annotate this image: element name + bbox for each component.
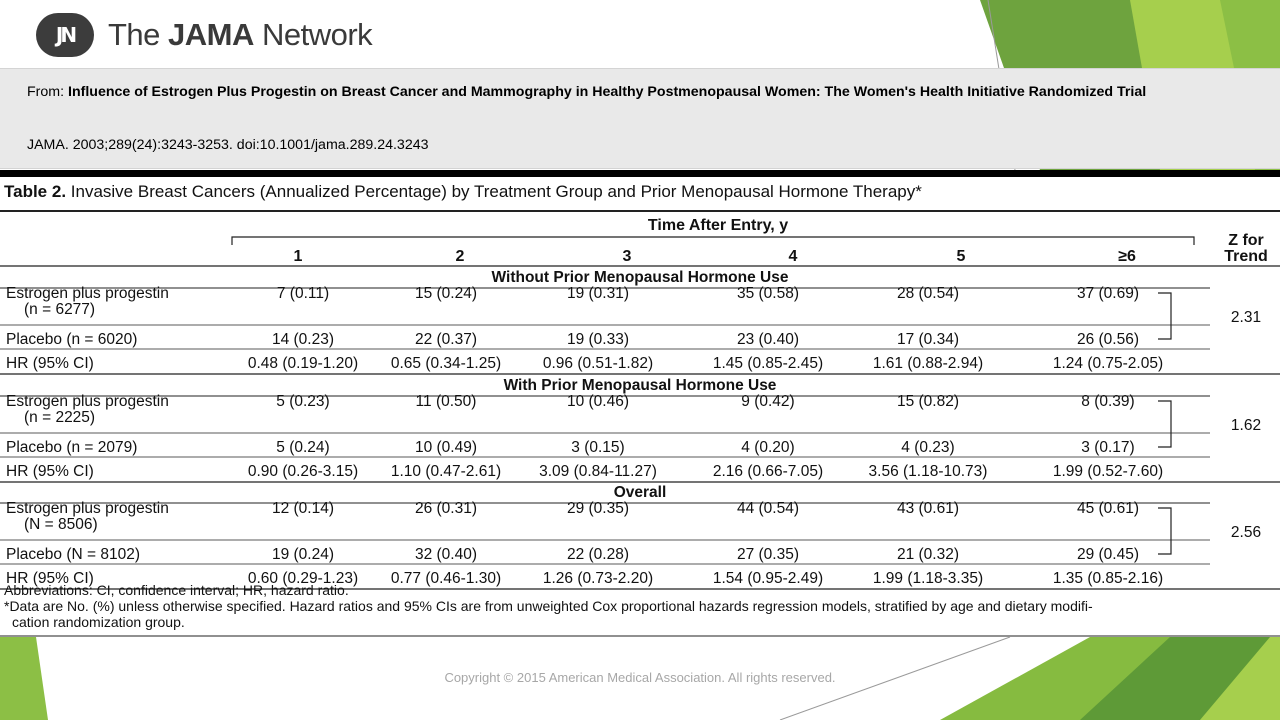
citation-title-block (27, 82, 1252, 102)
cell-2-1-3: 10 (0.46) (566, 393, 630, 410)
cell-1-1-6: 37 (0.69) (1076, 285, 1140, 302)
cell-1-2-6: 26 (0.56) (1076, 331, 1140, 348)
cell-2-2-6: 3 (0.17) (1081, 439, 1135, 456)
cell-1-1-3: 19 (0.31) (566, 285, 630, 302)
cell-1-1-2: 15 (0.24) (414, 285, 478, 302)
z-value-1: 2.31 (1230, 309, 1262, 326)
cell-2-2-4: 4 (0.20) (741, 439, 795, 456)
cell-3-1-3: 29 (0.35) (566, 500, 630, 517)
cell-1-1-1: 7 (0.11) (276, 285, 330, 302)
column-header-1: 1 (293, 248, 303, 265)
table-top-bar (0, 170, 1280, 177)
section-title-1: Without Prior Menopausal Hormone Use (491, 269, 789, 286)
spanner-bracket (232, 237, 1194, 245)
jn-logo-mark: JN (36, 13, 94, 57)
footnote-data-line1: *Data are No. (%) unless otherwise specified. Hazard ratios and 95% CIs are from unweighted Cox proportional hazards regression models, stratified by age and dietary modifi- (4, 598, 1093, 614)
cell-3-1-6: 45 (0.61) (1076, 500, 1140, 517)
row-label-3-2: Placebo (N = 8102) (6, 546, 140, 563)
z-trend-header-line1: Z for (1228, 232, 1264, 249)
from-label: From: (27, 84, 65, 100)
cell-1-1-5: 28 (0.54) (896, 285, 960, 302)
row-label-2-1-line1: Estrogen plus progestin (6, 393, 169, 410)
z-bracket-3 (1158, 508, 1171, 554)
cell-1-3-6: 1.24 (0.75-2.05) (1052, 355, 1164, 372)
cell-1-2-1: 14 (0.23) (271, 331, 335, 348)
footnote-abbreviations: Abbreviations: CI, confidence interval; HR, hazard ratio. (4, 582, 349, 598)
cell-1-3-2: 0.65 (0.34-1.25) (390, 355, 502, 372)
cell-3-1-2: 26 (0.31) (414, 500, 478, 517)
cell-3-1-4: 44 (0.54) (736, 500, 800, 517)
cell-3-3-4: 1.54 (0.95-2.49) (712, 570, 824, 587)
column-header-5: 5 (956, 248, 966, 265)
results-table (0, 177, 1280, 637)
cell-3-2-4: 27 (0.35) (736, 546, 800, 563)
section-title-2: With Prior Menopausal Hormone Use (503, 377, 777, 394)
row-label-3-1-line1: Estrogen plus progestin (6, 500, 169, 517)
column-header-2: 2 (455, 248, 465, 265)
cell-1-2-5: 17 (0.34) (896, 331, 960, 348)
cell-2-1-4: 9 (0.42) (741, 393, 795, 410)
logo-word-the: The (108, 17, 169, 52)
logo-wordmark (108, 17, 372, 53)
cell-3-3-2: 0.77 (0.46-1.30) (390, 570, 502, 587)
row-label-3-1-line2: (N = 8506) (24, 516, 98, 533)
table-caption-text: Invasive Breast Cancers (Annualized Percentage) by Treatment Group and Prior Menopausal Hormone Therapy* (66, 182, 922, 201)
z-bracket-1 (1158, 293, 1171, 339)
cell-2-2-1: 5 (0.24) (276, 439, 330, 456)
z-value-3: 2.56 (1230, 524, 1262, 541)
header-spanner: Time After Entry, y (647, 217, 789, 234)
cell-2-1-1: 5 (0.23) (276, 393, 330, 410)
cell-3-2-1: 19 (0.24) (271, 546, 335, 563)
logo-word-jama: JAMA (168, 17, 254, 52)
cell-2-2-5: 4 (0.23) (901, 439, 955, 456)
cell-2-1-6: 8 (0.39) (1081, 393, 1135, 410)
table-caption (4, 182, 922, 201)
cell-3-2-6: 29 (0.45) (1076, 546, 1140, 563)
table-caption-label: Table 2. (4, 182, 67, 201)
row-label-2-2: Placebo (n = 2079) (6, 439, 138, 456)
citation-box (0, 68, 1280, 169)
cell-3-2-2: 32 (0.40) (414, 546, 478, 563)
cell-3-2-3: 22 (0.28) (566, 546, 630, 563)
cell-3-3-3: 1.26 (0.73-2.20) (542, 570, 654, 587)
footnote-data-line2: cation randomization group. (12, 614, 185, 630)
row-label-1-1-line2: (n = 6277) (24, 301, 96, 318)
journal-reference: JAMA. 2003;289(24):3243-3253. doi:10.1001/jama.289.24.3243 (27, 137, 429, 153)
z-bracket-2 (1158, 401, 1171, 447)
cell-2-2-3: 3 (0.15) (571, 439, 625, 456)
row-label-2-1-line2: (n = 2225) (24, 409, 96, 426)
cell-1-3-3: 0.96 (0.51-1.82) (542, 355, 654, 372)
cell-3-3-6: 1.35 (0.85-2.16) (1052, 570, 1164, 587)
row-label-2-3: HR (95% CI) (6, 463, 94, 480)
z-trend-header-line2: Trend (1224, 248, 1268, 265)
row-label-1-2: Placebo (n = 6020) (6, 331, 138, 348)
cell-2-1-2: 11 (0.50) (415, 393, 477, 410)
cell-3-1-1: 12 (0.14) (271, 500, 335, 517)
jama-network-logo (36, 12, 372, 58)
table-image (0, 177, 1280, 637)
cell-1-3-4: 1.45 (0.85-2.45) (712, 355, 824, 372)
cell-2-3-2: 1.10 (0.47-2.61) (390, 463, 502, 480)
cell-2-2-2: 10 (0.49) (414, 439, 478, 456)
cell-1-1-4: 35 (0.58) (736, 285, 800, 302)
cell-1-2-2: 22 (0.37) (414, 331, 478, 348)
row-label-1-1-line1: Estrogen plus progestin (6, 285, 169, 302)
article-title: Influence of Estrogen Plus Progestin on Breast Cancer and Mammography in Healthy Postmenopausal Women: The Women's Health Initiative Randomized Trial (68, 84, 1147, 100)
logo-word-network: Network (253, 17, 373, 52)
section-title-3: Overall (613, 484, 667, 501)
cell-1-2-3: 19 (0.33) (566, 331, 630, 348)
column-header-4: 4 (788, 248, 798, 265)
cell-3-2-5: 21 (0.32) (896, 546, 960, 563)
cell-2-3-4: 2.16 (0.66-7.05) (712, 463, 824, 480)
copyright-notice: Copyright © 2015 American Medical Association. All rights reserved. (444, 670, 836, 685)
cell-2-3-1: 0.90 (0.26-3.15) (247, 463, 359, 480)
z-value-2: 1.62 (1230, 417, 1262, 434)
cell-2-3-5: 3.56 (1.18-10.73) (868, 463, 988, 480)
cell-3-3-1: 0.60 (0.29-1.23) (247, 570, 359, 587)
cell-2-3-3: 3.09 (0.84-11.27) (539, 463, 657, 480)
cell-1-3-5: 1.61 (0.88-2.94) (872, 355, 984, 372)
cell-1-3-1: 0.48 (0.19-1.20) (247, 355, 359, 372)
row-label-3-3: HR (95% CI) (6, 570, 94, 587)
cell-2-1-5: 15 (0.82) (896, 393, 960, 410)
cell-3-1-5: 43 (0.61) (896, 500, 960, 517)
row-label-1-3: HR (95% CI) (6, 355, 94, 372)
column-header-3: 3 (622, 248, 632, 265)
green-shape-bottom-left (0, 637, 48, 720)
cell-3-3-5: 1.99 (1.18-3.35) (872, 570, 984, 587)
column-header-6: ≥6 (1118, 248, 1136, 265)
cell-2-3-6: 1.99 (0.52-7.60) (1052, 463, 1164, 480)
cell-1-2-4: 23 (0.40) (736, 331, 800, 348)
